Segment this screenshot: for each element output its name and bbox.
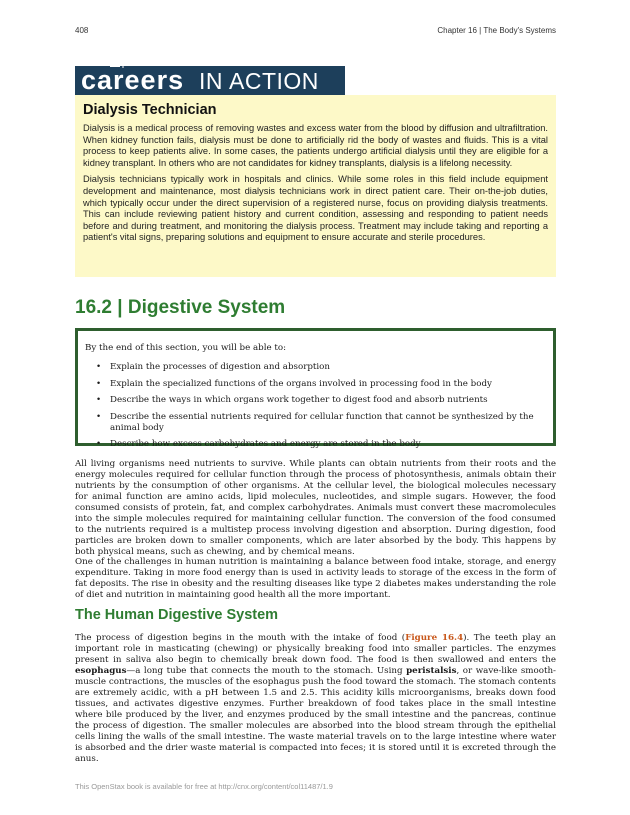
career-feature-box bbox=[75, 95, 556, 277]
careers-word: careers bbox=[81, 65, 185, 95]
objective-item: • Describe the ways in which organs work together to digest food and absorb nutrients bbox=[85, 395, 543, 406]
section-title: 16.2 | Digestive System bbox=[75, 297, 286, 318]
body-paragraph bbox=[75, 633, 556, 765]
footer-note: This OpenStax book is available for free at http://cnx.org/content/col11487/1.9 bbox=[75, 782, 333, 791]
objective-item: • Describe the essential nutrients required for cellular function that cannot be synthesized by the animal body bbox=[85, 412, 543, 434]
objective-item: • Explain the processes of digestion and absorption bbox=[85, 362, 543, 373]
objectives-intro: By the end of this section, you will be able to: bbox=[85, 343, 287, 353]
career-title: Dialysis Technician bbox=[83, 102, 217, 118]
key-term: esophagus bbox=[75, 666, 127, 676]
text-run: The process of digestion begins in the mouth with the intake of food ( bbox=[75, 633, 406, 643]
body-paragraph: One of the challenges in human nutrition is maintaining a balance between food intake, storage, and energy expenditure. Taking in more food energy than is used in activity leads to storage of the excess in the form of fat deposits. The rise in obesity and the resulting diseases like type 2 diabetes makes understanding the role of diet and nutrition in maintaining good health all the more important. bbox=[75, 557, 556, 600]
chapter-header: Chapter 16 | The Body's Systems bbox=[437, 26, 556, 35]
careers-in-action-banner bbox=[75, 66, 345, 95]
figure-link[interactable]: Figure 16.4 bbox=[405, 633, 464, 643]
objective-item: • Explain the specialized functions of the organs involved in processing food in the body bbox=[85, 379, 543, 390]
career-paragraph: Dialysis technicians typically work in hospitals and clinics. While some roles in this field include equipment development and maintenance, most dialysis technicians work in direct patient care. Their on-the-job duties, which typically occur under the direct supervision of a registered nurse, focus on providing dialysis treatments. This can include reviewing patient history and current condition, assessing and responding to patient needs before and during treatment, and monitoring the dialysis process. Treatment may include taking and reporting a patient's vital signs, preparing solutions and equipment to ensure accurate and sterile procedures. bbox=[83, 174, 548, 243]
learning-objectives-box bbox=[75, 328, 556, 450]
in-word: IN bbox=[199, 68, 223, 94]
key-term: peristalsis bbox=[406, 666, 457, 676]
objectives-list bbox=[85, 362, 543, 450]
career-paragraph: Dialysis is a medical process of removing wastes and excess water from the blood by diffusion and ultrafiltration. When kidney function fails, dialysis must be done to artificially rid the body of wastes and fluids. This is a vital process to keep patients alive. In some cases, the patients undergo artificial dialysis until they are eligible for a kidney transplant. In others who are not candidates for kidney transplants, dialysis is a lifelong necessity. bbox=[83, 123, 548, 168]
text-run: ). The teeth play an important role in masticating (chewing) or physically breaking food into smaller particles. The enzymes present in saliva also begin to chemically break down food. The food is then swallowed and enters the bbox=[75, 633, 556, 665]
objective-item: • Describe how excess carbohydrates and energy are stored in the body bbox=[85, 439, 543, 450]
in-action-words bbox=[199, 67, 319, 95]
text-run: , or wave-like smooth-muscle contractions, the muscles of the esophagus push the food toward the stomach. The stomach contents are extremely acidic, with a pH between 1.5 and 2.5. This acidity kills microorganisms, breaks down food tissues, and activates digestive enzymes. Further breakdown of food takes place in the small intestine where bile produced by the liver, and enzymes produced by the small intestine and the pancreas, continue the process of digestion. The smaller molecules are absorbed into the blood stream through the epithelial cells lining the walls of the small intestine. The waste material travels on to the large intestine where water is absorbed and the drier waste material is compacted into feces; it is stored until it is excreted through the anus. bbox=[75, 666, 556, 764]
subsection-title: The Human Digestive System bbox=[75, 607, 279, 623]
body-paragraph: All living organisms need nutrients to survive. While plants can obtain nutrients from their roots and the energy molecules required for cellular function through the process of photosynthesis, animals obtain their nutrients by the consumption of other organisms. At the cellular level, the biological molecules necessary for animal function are amino acids, lipid molecules, nucleotides, and simple sugars. However, the food consumed consists of protein, fat, and complex carbohydrates. Animals must convert these macromolecules into the simple molecules required for maintaining cellular function. The conversion of the food consumed to the nutrients required is a multistep process involving digestion and absorption. During digestion, food particles are broken down to smaller components, which are later absorbed by the body. This happens by both physical means, such as chewing, and by chemical means. bbox=[75, 459, 556, 557]
action-word: ACTION bbox=[229, 68, 319, 94]
page-number: 408 bbox=[75, 26, 89, 35]
text-run: —a long tube that connects the mouth to the stomach. Using bbox=[126, 666, 407, 676]
